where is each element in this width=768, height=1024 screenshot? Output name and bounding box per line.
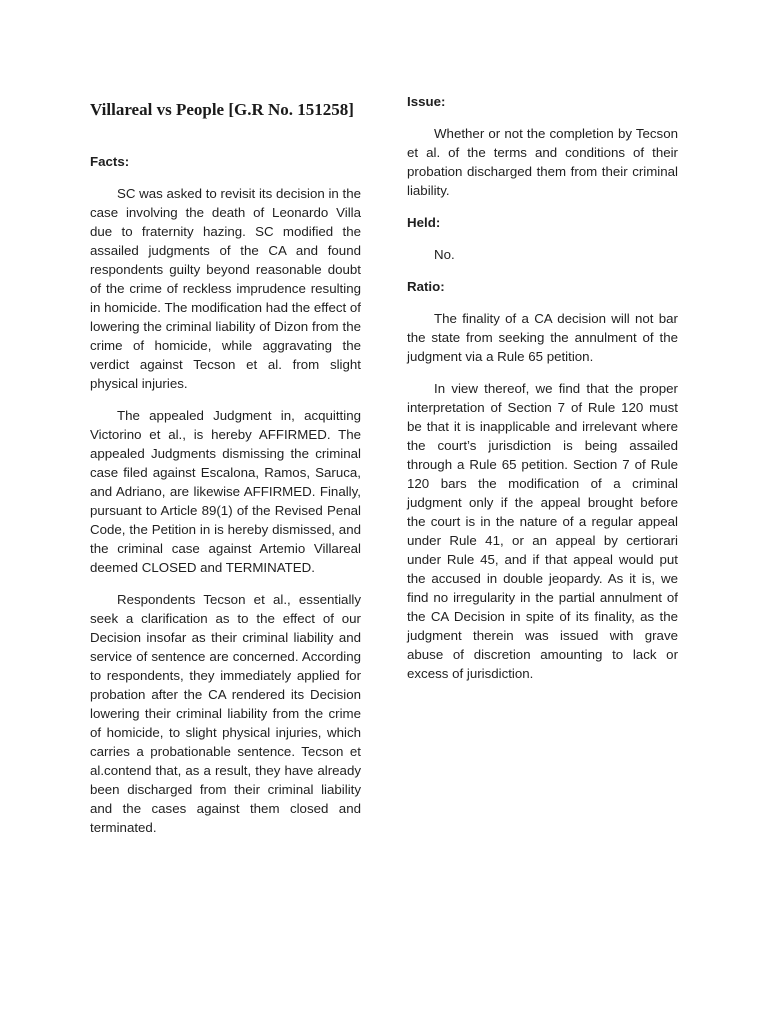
held-text: No. <box>434 247 455 262</box>
left-column <box>90 100 361 850</box>
held-heading: Held: <box>407 215 441 230</box>
document-title: Villareal vs People [G.R No. 151258] <box>90 100 354 119</box>
issue-text: Whether or not the completion by Tecson et al. of the terms and conditions of their probation discharged them from their criminal liability. <box>407 126 678 198</box>
ratio-paragraph-1: The finality of a CA decision will not bar the state from seeking the annulment of the judgment via a Rule 65 petition. <box>407 311 678 364</box>
ratio-paragraph-2: In view thereof, we find that the proper interpretation of Section 7 of Rule 120 must be that it is inapplicable and irrelevant where the court’s jurisdiction is being assailed through a Rule 65 petition. Section 7 of Rule 120 bars the modification of a criminal judgment only if the appeal brought before the court is in the nature of a regular appeal under Rule 41, or an appeal by certiorari under Rule 45, and if that appeal would put the accused in double jeopardy. As it is, we find no irregularity in the partial annulment of the CA Decision in spite of its finality, as the judgment therein was issued with grave abuse of discretion amounting to lack or excess of jurisdiction. <box>407 381 678 681</box>
facts-paragraph-2: The appealed Judgment in, acquitting Victorino et al., is hereby AFFIRMED. The appealed Judgments dismissing the criminal case filed against Escalona, Ramos, Saruca, and Adriano, are likewise AFFIRMED. Finally, pursuant to Article 89(1) of the Revised Penal Code, the Petition in is hereby dismissed, and the criminal case against Artemio Villareal deemed CLOSED and TERMINATED. <box>90 408 361 575</box>
ratio-heading: Ratio: <box>407 279 445 294</box>
issue-heading: Issue: <box>407 94 446 109</box>
right-column <box>407 92 678 696</box>
facts-heading: Facts: <box>90 154 130 169</box>
facts-paragraph-1: SC was asked to revisit its decision in the case involving the death of Leonardo Villa due to fraternity hazing. SC modified the assailed judgments of the CA and found respondents guilty beyond reasonable doubt of the crime of reckless imprudence resulting in homicide. The modification had the effect of lowering the criminal liability of Dizon from the crime of homicide, while aggravating the verdict against Tecson et al. from slight physical injuries. <box>90 186 361 391</box>
facts-paragraph-3: Respondents Tecson et al., essentially seek a clarification as to the effect of our Decision insofar as their criminal liability and service of sentence are concerned. According to respondents, they immediately applied for probation after the CA rendered its Decision lowering their criminal liability from the crime of homicide, to slight physical injuries, which carries a probationable sentence. Tecson et al.contend that, as a result, they have already been discharged from their criminal liability and the cases against them closed and terminated. <box>90 592 361 835</box>
